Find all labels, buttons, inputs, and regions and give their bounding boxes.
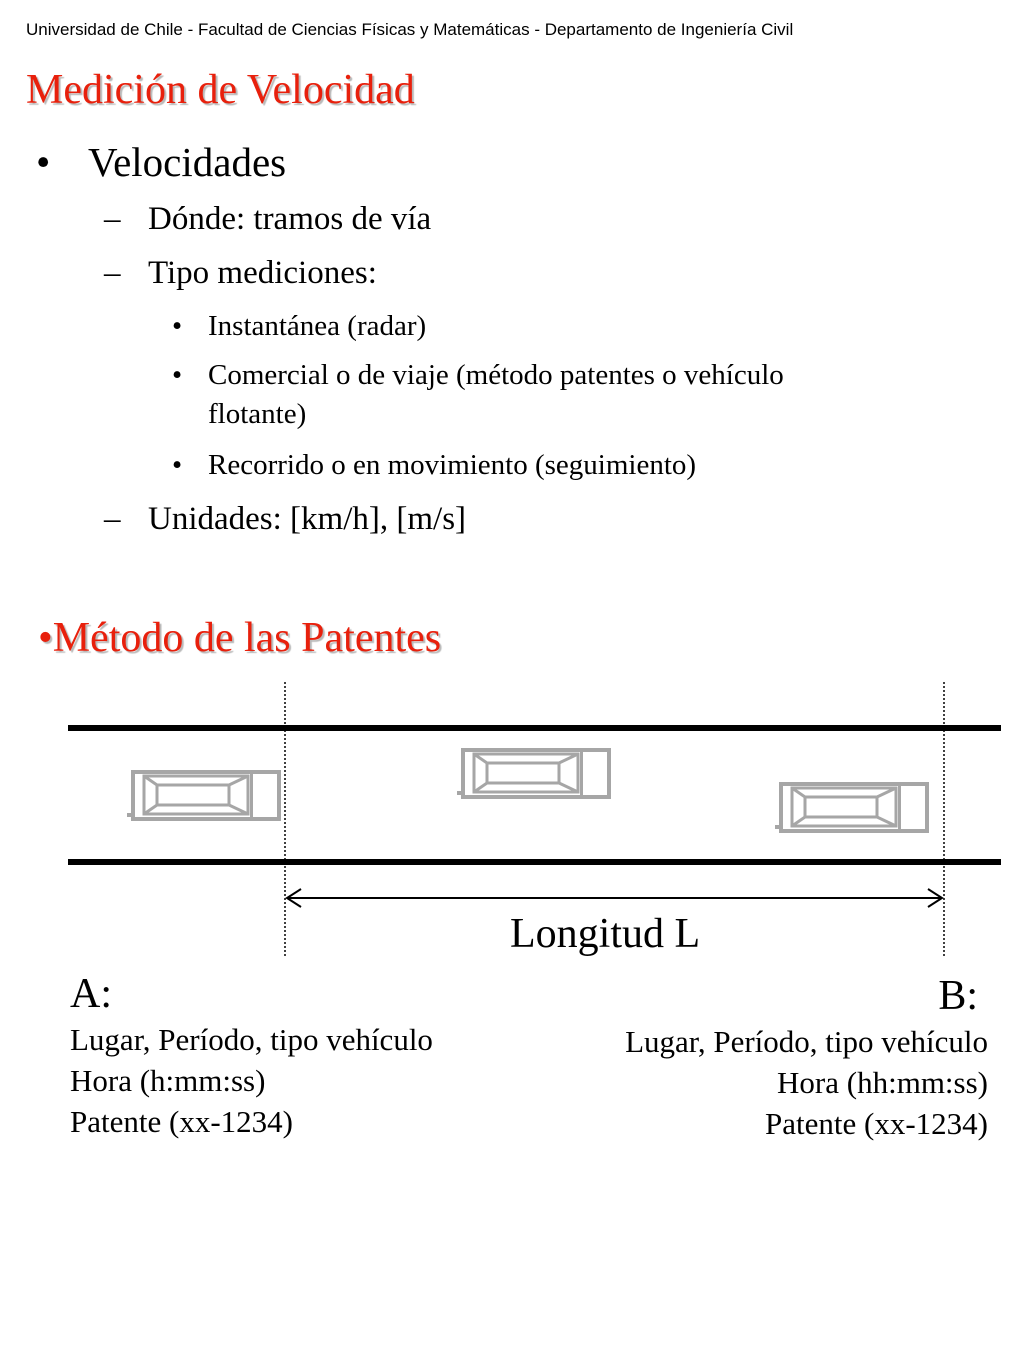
point-b-line2: Hora (hh:mm:ss)	[777, 1065, 988, 1100]
bullet-recorrido: Recorrido o en movimiento (seguimiento)	[208, 449, 697, 481]
dash-marker: –	[104, 201, 121, 237]
point-b-label: B:	[938, 973, 978, 1019]
bullet-donde: Dónde: tramos de vía	[148, 201, 432, 237]
point-b-line1: Lugar, Período, tipo vehículo	[625, 1024, 988, 1059]
point-a-line1: Lugar, Período, tipo vehículo	[70, 1022, 433, 1057]
vehicle-3	[775, 784, 927, 831]
bullet-velocidades: Velocidades	[88, 139, 287, 185]
bullet-marker: •	[36, 139, 51, 185]
slide-header: Universidad de Chile - Facultad de Ciencias Físicas y Matemáticas - Departamento de Ingeniería Civil	[26, 20, 794, 39]
bullet-instantanea: Instantánea (radar)	[208, 310, 427, 342]
section-title: •Método de las Patentes	[38, 615, 442, 661]
point-b-line3: Patente (xx-1234)	[765, 1106, 988, 1141]
sub-bullet-marker: •	[172, 449, 183, 481]
bullet-comercial-line1: Comercial o de viaje (método patentes o vehículo	[208, 359, 784, 391]
dash-marker: –	[104, 501, 121, 537]
sub-bullet-marker: •	[172, 359, 183, 391]
bullet-unidades: Unidades: [km/h], [m/s]	[148, 501, 467, 537]
vehicle-2	[457, 750, 609, 797]
sub-bullet-marker: •	[172, 310, 183, 342]
vehicle-1	[127, 772, 279, 819]
bullet-tipo: Tipo mediciones:	[148, 255, 377, 291]
length-label: Longitud L	[510, 911, 701, 957]
point-a-line2: Hora (h:mm:ss)	[70, 1063, 266, 1098]
dash-marker: –	[104, 255, 121, 291]
slide-title: Medición de Velocidad	[26, 67, 415, 113]
point-a-line3: Patente (xx-1234)	[70, 1104, 293, 1139]
bullet-comercial-line2: flotante)	[208, 398, 307, 430]
point-a-label: A:	[70, 971, 112, 1017]
